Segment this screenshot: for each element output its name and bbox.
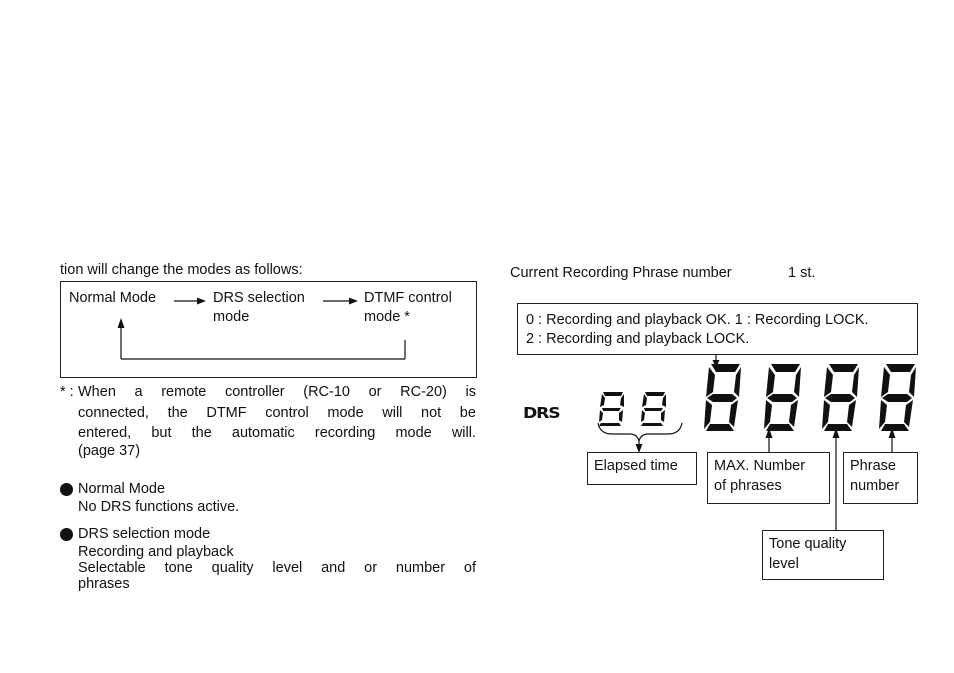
label-tone-line2: level xyxy=(769,556,799,572)
fn3-w3: automatic xyxy=(231,425,295,441)
elapsed-digit-1 xyxy=(599,392,624,426)
fn1-w2: remote xyxy=(161,384,207,400)
fn2-w7: be xyxy=(459,405,476,421)
drs2-w5: or xyxy=(364,560,378,576)
current-phrase-value: 1 st. xyxy=(788,265,816,281)
drs2-w3: level xyxy=(272,560,303,576)
fn1-w7: is xyxy=(465,384,476,400)
tone-digit xyxy=(764,364,801,431)
status-line-1: 0 : Recording and playback OK. 1 : Recording LOCK. xyxy=(526,312,869,328)
elapsed-digit-2 xyxy=(641,392,666,426)
fn1-w5: or xyxy=(368,384,382,400)
fn2-w4: mode xyxy=(327,405,364,421)
footnote-mark: * : xyxy=(60,384,74,400)
fn3-w2: the xyxy=(191,425,212,441)
drs-logo: DRS xyxy=(523,404,560,422)
fn2-w2: DTMF xyxy=(206,405,247,421)
phrase-digit-2 xyxy=(879,364,916,431)
label-max-phrases xyxy=(707,452,830,504)
label-tone-quality xyxy=(762,530,884,580)
phrase-digit-1 xyxy=(822,364,859,431)
fn3-w5: mode xyxy=(395,425,432,441)
normal-mode-title: Normal Mode xyxy=(78,481,166,497)
label-phrase-number xyxy=(843,452,918,504)
flow-normal-mode: Normal Mode xyxy=(69,290,157,306)
intro-text: tion will change the modes as follows: xyxy=(60,262,303,278)
fn1-w0: When xyxy=(78,384,116,400)
max-digit xyxy=(704,364,741,431)
fn3-w1: but xyxy=(151,425,172,441)
fn1-w1: a xyxy=(134,384,143,400)
status-line-2: 2 : Recording and playback LOCK. xyxy=(526,331,750,347)
fn2-w1: the xyxy=(167,405,188,421)
label-phrase-line2: number xyxy=(850,478,900,494)
normal-mode-desc: No DRS functions active. xyxy=(78,499,240,515)
fn2-w5: will xyxy=(382,405,403,421)
flow-dtmf-line1: DTMF control xyxy=(364,290,452,306)
fn3-w4: recording xyxy=(314,425,376,441)
fn2-w3: control xyxy=(265,405,309,421)
label-tone-line1: Tone quality xyxy=(769,536,847,552)
fn2-w6: not xyxy=(421,405,442,421)
fn3-w0: entered, xyxy=(78,425,132,441)
flow-dtmf-line2: mode * xyxy=(364,309,410,325)
fn1-w3: controller xyxy=(224,384,285,400)
footnote-line-4: (page 37) xyxy=(78,443,141,459)
label-elapsed-time xyxy=(587,452,697,485)
label-elapsed-text: Elapsed time xyxy=(594,458,678,474)
drs2-w0: Selectable xyxy=(78,560,146,576)
label-max-line1: MAX. Number xyxy=(714,458,806,474)
drs2-w2: quality xyxy=(211,560,254,576)
drs-mode-line3: phrases xyxy=(78,576,130,592)
fn1-w6: RC-20) xyxy=(400,384,447,400)
drs2-w7: of xyxy=(463,560,476,576)
fn1-w4: (RC-10 xyxy=(303,384,350,400)
fn3-w6: will. xyxy=(451,425,476,441)
drs2-w1: tone xyxy=(164,560,193,576)
label-phrase-line1: Phrase xyxy=(850,458,896,474)
drs2-w6: number xyxy=(395,560,446,576)
flow-drs-line1: DRS selection xyxy=(213,290,305,306)
fn2-w0: connected, xyxy=(78,405,149,421)
drs-mode-line1: Recording and playback xyxy=(78,544,234,560)
drs2-w4: and xyxy=(321,560,346,576)
flow-drs-line2: mode xyxy=(213,309,250,325)
label-max-line2: of phrases xyxy=(714,478,782,494)
drs-mode-title: DRS selection mode xyxy=(78,526,211,542)
current-phrase-label: Current Recording Phrase number xyxy=(510,265,732,281)
